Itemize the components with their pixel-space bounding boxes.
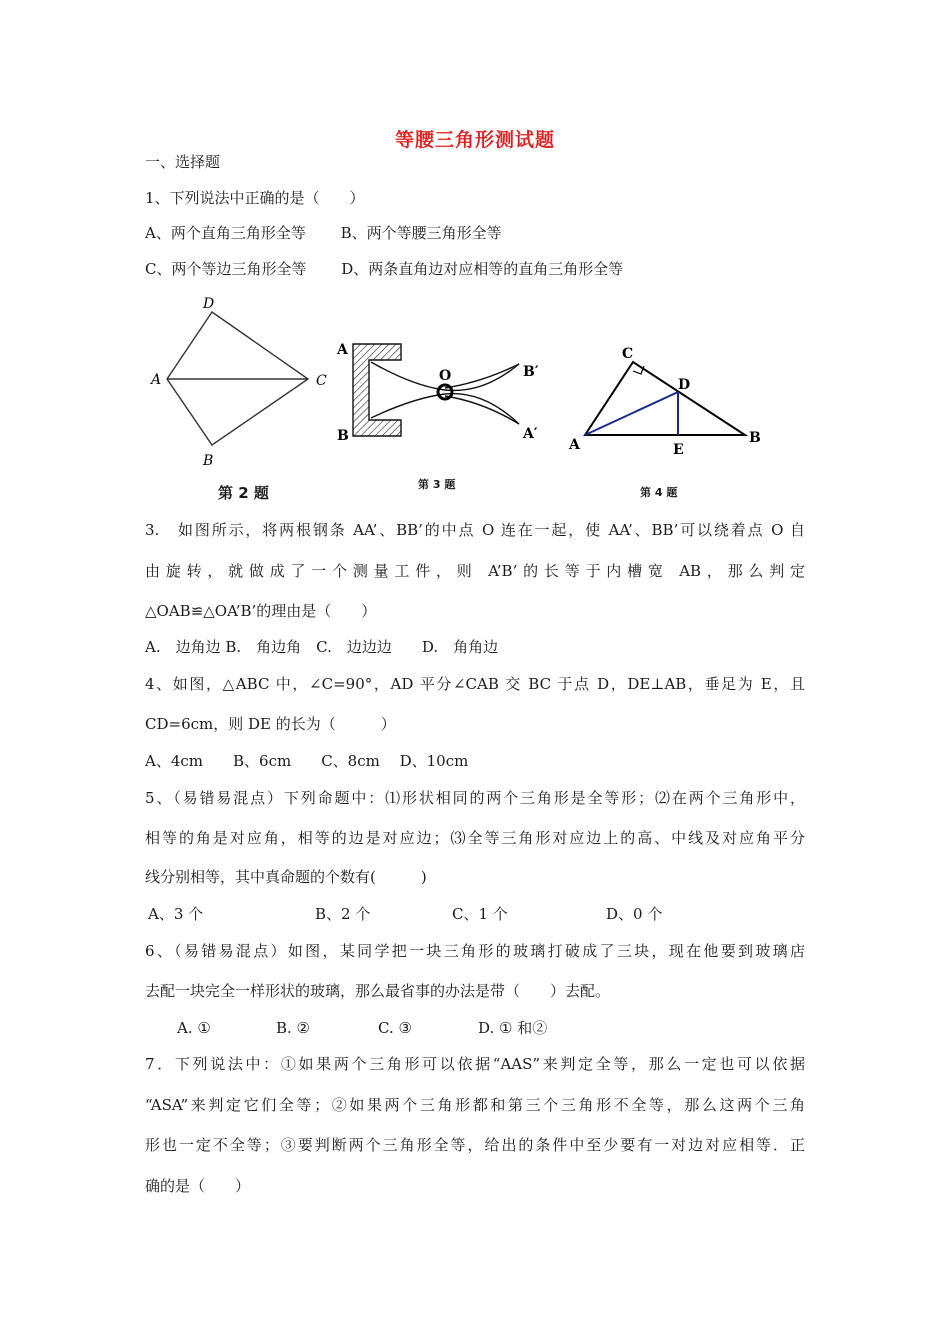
q3-line-3: △OAB≌△OA’B’的理由是（ ） <box>145 602 377 620</box>
label-a: A <box>151 372 162 388</box>
q7-line-3: 形也一定不全等；③要判断两个三角形全等，给出的条件中至少要有一对边对应相等．正 <box>145 1136 805 1154</box>
figure-3-caption: 第 3 题 <box>418 478 456 491</box>
q1-options-ab: A、两个直角三角形全等 B、两个等腰三角形全等 <box>145 224 502 242</box>
label-d: D <box>678 377 691 393</box>
label-a-prime: A′ <box>523 426 538 442</box>
q7-line-4: 确的是（ ） <box>145 1177 251 1195</box>
q3-options: A. 边角边 B. 角边角 C. 边边边 D. 角角边 <box>145 638 499 656</box>
q6-option-a: A. ① <box>177 1019 211 1037</box>
q5-line-1: 5、（易错易混点）下列命题中：⑴形状相同的两个三角形是全等形；⑵在两个三角形中， <box>145 789 805 807</box>
figure-3-measuring-tool <box>333 336 553 446</box>
q5-option-a: A、3 个 <box>148 905 204 923</box>
q5-line-3: 线分别相等，其中真命题的个数有( ) <box>145 868 427 886</box>
q6-line-2: 去配一块完全一样形状的玻璃，那么最省事的办法是带（ ）去配。 <box>145 982 611 1000</box>
q4-line-2: CD=6cm，则 DE 的长为（ ） <box>145 715 396 733</box>
label-c: C <box>316 373 327 389</box>
bar-tip-a <box>445 396 519 424</box>
label-b: B <box>337 428 349 444</box>
q3-line-2: 由旋转，就做成了一个测量工件，则 A’B’的长等于内槽宽 AB，那么判定 <box>145 562 805 580</box>
q4-line-1: 4、如图，△ABC 中，∠C=90°，AD 平分∠CAB 交 BC 于点 D，DE⊥AB，垂足为 E，且 <box>145 675 805 693</box>
q3-line-1: 3. 如图所示，将两根钢条 AA’、BB’的中点 O 连在一起，使 AA’、BB’可以绕着点 O 自 <box>145 521 805 539</box>
q4-options: A、4cm B、6cm C、8cm D、10cm <box>145 752 469 770</box>
q5-option-d: D、0 个 <box>606 905 663 923</box>
pivot-o <box>438 385 452 399</box>
label-b-prime: B′ <box>523 364 539 380</box>
figure-4-right-triangle <box>565 342 775 462</box>
q7-line-1: 7．下列说法中：①如果两个三角形可以依据“AAS”来判定全等，那么一定也可以依据 <box>145 1055 805 1073</box>
label-b: B <box>203 453 214 469</box>
q7-line-2: “ASA”来判定它们全等；②如果两个三角形都和第三个三角形不全等，那么这两个三角 <box>145 1096 805 1114</box>
label-e: E <box>673 442 684 458</box>
label-c: C <box>622 346 634 362</box>
q6-option-b: B. ② <box>276 1019 311 1037</box>
figure-2-quadrilateral <box>145 292 335 472</box>
page-title: 等腰三角形测试题 <box>394 129 555 151</box>
q1-options-cd: C、两个等边三角形全等 D、两条直角边对应相等的直角三角形全等 <box>145 260 624 278</box>
q5-option-b: B、2 个 <box>315 905 371 923</box>
section-heading: 一、选择题 <box>145 153 221 171</box>
label-o: O <box>439 368 452 384</box>
label-d: D <box>203 296 215 312</box>
inner-slot-frame <box>353 344 401 436</box>
q5-option-c: C、1 个 <box>452 905 508 923</box>
q6-line-1: 6、（易错易混点）如图，某同学把一块三角形的玻璃打破成了三块，现在他要到玻璃店 <box>145 942 805 960</box>
label-a: A <box>337 342 348 358</box>
figure-2-caption: 第 2 题 <box>218 484 269 502</box>
q1-stem: 1、下列说法中正确的是（ ） <box>145 189 365 207</box>
q6-option-d: D. ① 和② <box>478 1019 548 1037</box>
bar-tip-b <box>445 364 519 388</box>
figure-4-caption: 第 4 题 <box>640 486 678 499</box>
label-a: A <box>569 437 580 453</box>
q6-option-c: C. ③ <box>378 1019 412 1037</box>
q5-line-2: 相等的角是对应角，相等的边是对应边；⑶全等三角形对应边上的高、中线及对应角平分 <box>145 829 805 847</box>
label-b: B <box>749 430 761 446</box>
